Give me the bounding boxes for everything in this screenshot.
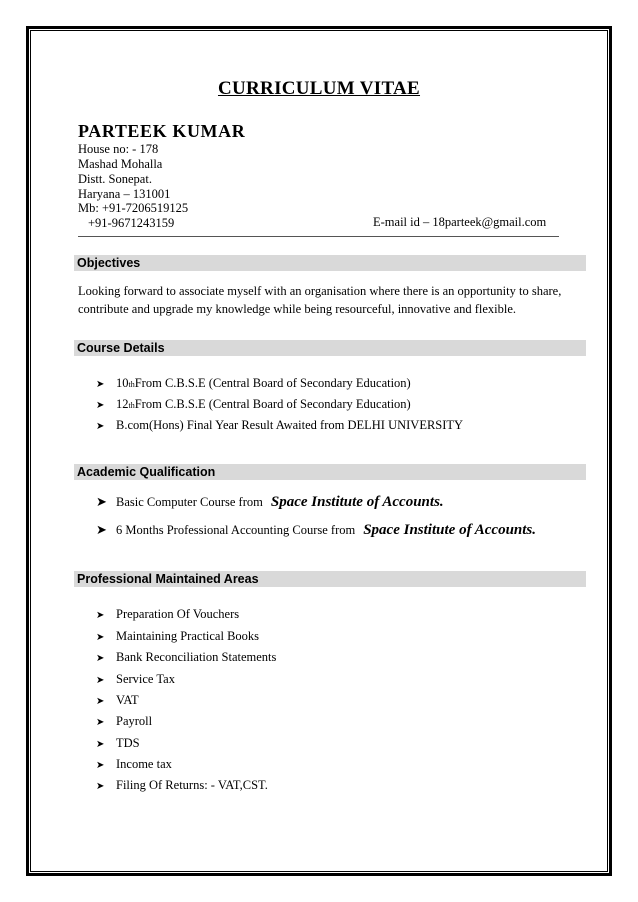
area-text: Service Tax <box>116 672 175 686</box>
arrow-bullet-icon: ➤ <box>96 781 105 792</box>
document-title: CURRICULUM VITAE <box>217 78 421 99</box>
course-text: From C.B.S.E (Central Board of Secondary Education) <box>134 376 411 390</box>
list-item <box>96 693 139 708</box>
institute-name: Space Institute of Accounts. <box>270 494 444 510</box>
list-item: ➤ 12 th From C.B.S.E (Central Board of Secondary Education) <box>96 397 411 411</box>
area-text: Maintaining Practical Books <box>116 629 260 643</box>
qualification-text: Basic Computer Course from <box>116 495 263 509</box>
arrow-bullet-icon: ➤ <box>96 400 105 411</box>
arrow-bullet-icon: ➤ <box>96 421 105 432</box>
list-item <box>96 672 175 687</box>
list-item: ➤ 10 th From C.B.S.E (Central Board of Secondary Education) <box>96 376 411 390</box>
arrow-bullet-icon: ➤ <box>96 632 105 643</box>
area-text: Bank Reconciliation Statements <box>116 650 277 664</box>
institute-name: Space Institute of Accounts. <box>363 522 537 538</box>
address-line: Haryana – 131001 <box>78 187 171 201</box>
section-heading-professional: Professional Maintained Areas <box>74 571 586 587</box>
course-number: 10 <box>116 376 129 390</box>
arrow-bullet-icon: ➤ <box>96 739 105 750</box>
qualification-text: 6 Months Professional Accounting Course from <box>116 523 356 537</box>
section-heading-academic: Academic Qualification <box>74 464 586 480</box>
section-heading-course-details: Course Details <box>74 340 586 356</box>
section-heading-objectives: Objectives <box>74 255 586 271</box>
list-item <box>96 629 259 644</box>
email-address: E-mail id – 18parteek@gmail.com <box>373 215 547 229</box>
area-text: Preparation Of Vouchers <box>116 607 240 621</box>
candidate-name: PARTEEK KUMAR <box>78 121 246 141</box>
arrow-bullet-icon: ➤ <box>96 653 105 664</box>
address-line: Distt. Sonepat. <box>78 172 152 186</box>
list-item <box>96 757 172 772</box>
area-text: Filing Of Returns: - VAT,CST. <box>116 778 268 792</box>
list-item <box>96 418 463 433</box>
area-text: Income tax <box>116 757 172 771</box>
arrow-bullet-icon: ➤ <box>96 523 107 538</box>
list-item <box>96 736 140 751</box>
list-item <box>96 650 276 665</box>
area-text: VAT <box>116 693 139 707</box>
area-text: TDS <box>116 736 140 750</box>
address-line: Mashad Mohalla <box>78 157 163 171</box>
objectives-text: Looking forward to associate myself with an organisation where there is an opportunity to share, contribute and upgrade my knowledge while being resourceful, innovative and flexible. <box>78 284 562 316</box>
list-item <box>96 714 152 729</box>
arrow-bullet-icon: ➤ <box>96 675 105 686</box>
mobile-number: Mb: +91-7206519125 <box>78 201 189 215</box>
list-item <box>96 778 268 793</box>
arrow-bullet-icon: ➤ <box>96 495 107 510</box>
mobile-number-alt: +91-9671243159 <box>88 216 175 230</box>
list-item <box>96 522 536 539</box>
course-text: From C.B.S.E (Central Board of Secondary Education) <box>134 397 411 411</box>
arrow-bullet-icon: ➤ <box>96 610 105 621</box>
header-divider <box>78 236 559 237</box>
list-item <box>96 494 444 511</box>
list-item <box>96 607 239 622</box>
course-text: B.com(Hons) Final Year Result Awaited from DELHI UNIVERSITY <box>116 418 464 432</box>
arrow-bullet-icon: ➤ <box>96 760 105 771</box>
course-number: 12 <box>116 397 129 411</box>
arrow-bullet-icon: ➤ <box>96 696 105 707</box>
arrow-bullet-icon: ➤ <box>96 379 105 390</box>
address-line: House no: - 178 <box>78 142 159 156</box>
area-text: Payroll <box>116 714 153 728</box>
arrow-bullet-icon: ➤ <box>96 717 105 728</box>
